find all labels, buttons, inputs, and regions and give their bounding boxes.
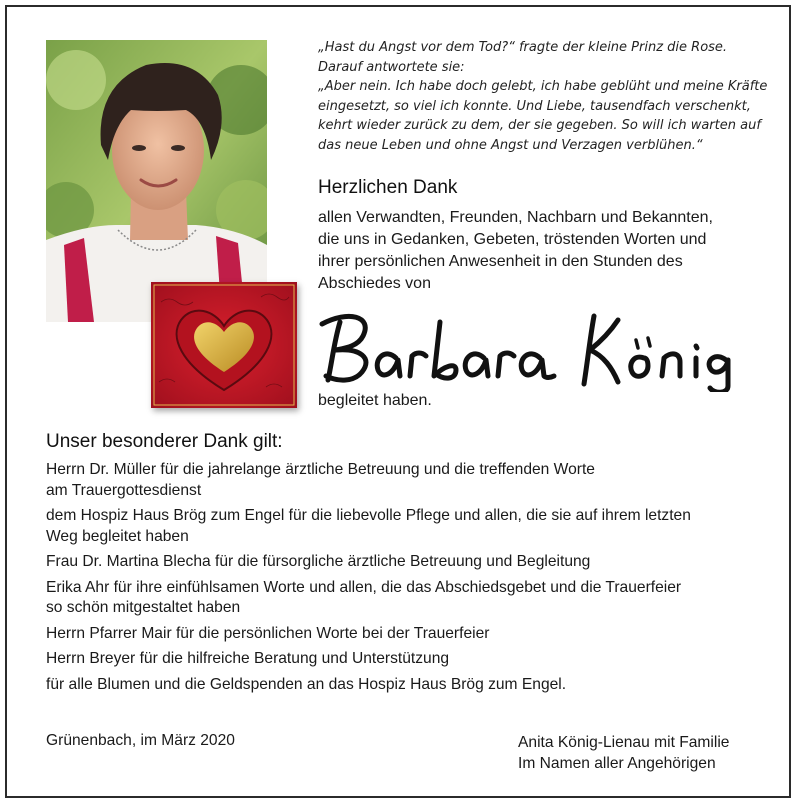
list-item-line: Weg begleitet haben: [46, 527, 189, 545]
list-item: [46, 649, 776, 670]
thanks-closing: begleitet haben.: [318, 392, 432, 409]
list-item-line: Herrn Breyer für die hilfreiche Beratung und Unterstützung: [46, 650, 450, 667]
quote-block: [318, 38, 778, 155]
list-item-line: Herrn Pfarrer Mair für die persönlichen Worte bei der Trauerfeier: [46, 624, 490, 642]
list-item: [46, 506, 776, 547]
special-thanks-title: Unser besonderer Dank gilt:: [46, 431, 283, 452]
quote-line: Darauf antwortete sie:: [318, 59, 465, 75]
thanks-title: Herzlichen Dank: [318, 177, 458, 198]
thanks-body: [318, 207, 713, 295]
thanks-line: die uns in Gedanken, Gebeten, tröstenden Worten und: [318, 231, 707, 248]
list-item: [46, 578, 776, 619]
signatory-line: Im Namen aller Angehörigen: [518, 755, 716, 772]
list-item: [46, 675, 776, 696]
special-thanks-list: [46, 460, 776, 700]
thanks-line: ihrer persönlichen Anwesenheit in den Stunden des: [318, 253, 683, 270]
list-item-line: für alle Blumen und die Geldspenden an das Hospiz Haus Brög zum Engel.: [46, 675, 567, 693]
list-item-line: so schön mitgestaltet haben: [46, 599, 241, 616]
place-date: Grünenbach, im März 2020: [46, 732, 235, 749]
thanks-line: allen Verwandten, Freunden, Nachbarn und Bekannten,: [318, 209, 713, 226]
list-item: [46, 624, 776, 645]
list-item: [46, 460, 776, 501]
quote-line: „Hast du Angst vor dem Tod?“ fragte der kleine Prinz die Rose.: [318, 40, 728, 55]
signatory-line: Anita König-Lienau mit Familie: [518, 734, 730, 751]
portrait-photo: [46, 40, 267, 322]
list-item-line: dem Hospiz Haus Brög zum Engel für die liebevolle Pflege und allen, die sie auf ihrem letzten: [46, 507, 691, 524]
list-item-line: Frau Dr. Martina Blecha für die fürsorgliche ärztliche Betreuung und Begleitung: [46, 553, 591, 570]
list-item-line: Herrn Dr. Müller für die jahrelange ärztliche Betreuung und die treffenden Worte: [46, 461, 595, 478]
signatories: [518, 732, 729, 774]
quote-line: eingesetzt, so viel ich konnte. Und Liebe, tausendfach verschenkt,: [318, 98, 751, 114]
thanks-line: Abschiedes von: [318, 275, 431, 292]
list-item-line: Erika Ahr für ihre einfühlsamen Worte und allen, die das Abschiedsgebet und die Trauerfeier: [46, 578, 682, 596]
quote-line: kehrt wieder zurück zu dem, der sie gegeben. So will ich warten auf: [318, 118, 761, 133]
list-item-line: am Trauergottesdienst: [46, 481, 202, 499]
deceased-name-signature: [318, 302, 758, 392]
quote-line: das neue Leben und ohne Angst und Verzagen verblühen.“: [318, 137, 703, 153]
list-item: [46, 552, 776, 573]
heart-card-image: [151, 282, 297, 408]
quote-line: „Aber nein. Ich habe doch gelebt, ich habe geblüht und meine Kräfte: [318, 79, 768, 94]
